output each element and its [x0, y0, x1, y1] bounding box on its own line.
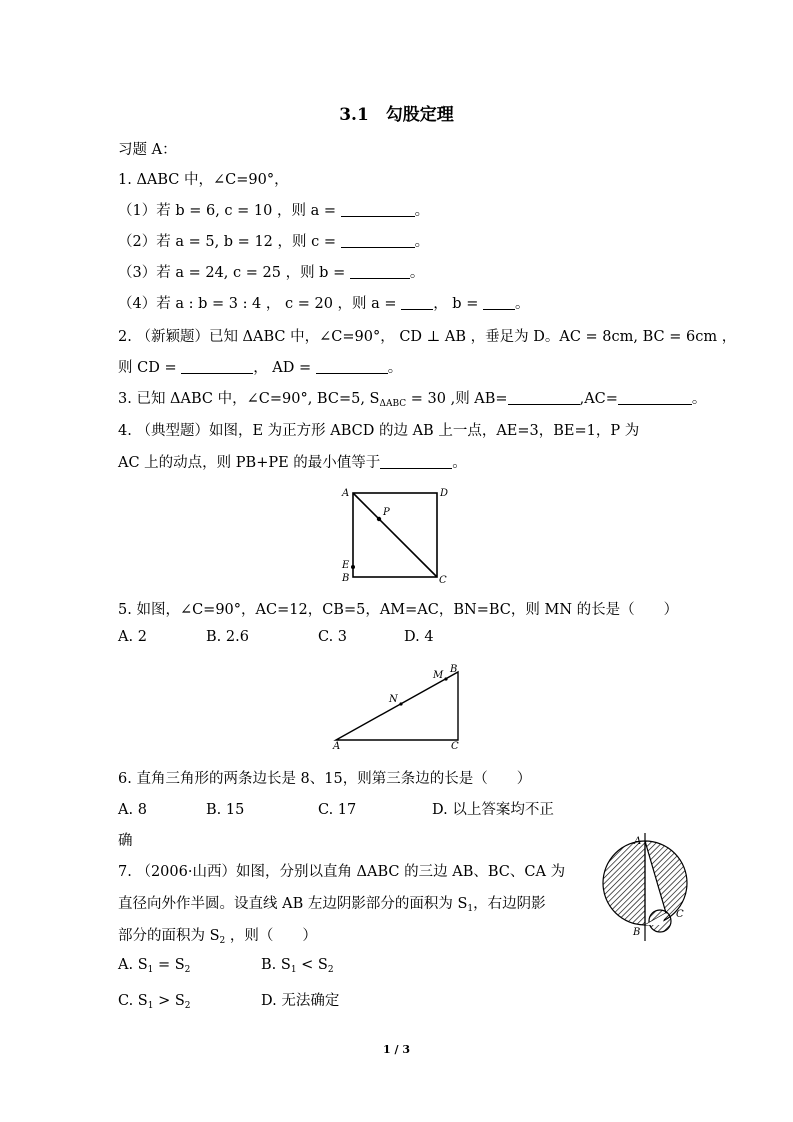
q6-option-a[interactable]: A. 8	[118, 802, 147, 818]
q7-line2-end: ，右边阴影	[473, 896, 546, 912]
label-c: C	[451, 741, 459, 752]
label-c: C	[676, 909, 684, 920]
answer-blank[interactable]	[316, 360, 388, 374]
q7-option-c-sub2: 2	[184, 1001, 191, 1011]
point-e	[351, 565, 355, 569]
q3-text-mid: = 30 ,则 AB=	[406, 391, 508, 407]
q3-subscript: ΔABC	[379, 399, 407, 409]
q6-options	[118, 798, 554, 819]
label-d: D	[440, 488, 449, 499]
point-p	[377, 517, 381, 521]
square-figure	[335, 483, 460, 588]
triangle-figure	[330, 660, 470, 752]
q7-line3	[118, 924, 317, 946]
q2-line2	[118, 356, 402, 377]
q6-option-b[interactable]: B. 15	[206, 802, 245, 818]
answer-blank[interactable]	[181, 360, 253, 374]
q7-options-row2	[118, 989, 339, 1011]
answer-blank[interactable]	[618, 391, 692, 405]
q3-line	[118, 387, 706, 409]
q2-line2-mid: ， AD =	[253, 360, 316, 376]
label-b: B	[633, 927, 641, 938]
q7-options-row1	[118, 957, 334, 975]
q5-option-c[interactable]: C. 3	[318, 629, 348, 645]
q2-line2-end: 。	[387, 360, 403, 376]
answer-blank[interactable]	[341, 234, 415, 248]
q7-option-c-text: C. S	[118, 993, 148, 1009]
page-number: 1 / 3	[383, 1043, 410, 1056]
q4-line1: 4. （典型题）如图，E 为正方形 ABCD 的边 AB 上一点，AE=3，BE=1，P 为	[118, 423, 640, 439]
q7-option-c-sub1: 1	[147, 1001, 154, 1011]
q5-option-a[interactable]: A. 2	[118, 629, 147, 645]
q5-option-d[interactable]: D. 4	[404, 629, 434, 645]
q6-option-d-wrap: 确	[118, 833, 133, 849]
answer-blank[interactable]	[341, 203, 415, 217]
point-n	[399, 702, 402, 705]
q5-stem: 5. 如图，∠C=90°，AC=12，CB=5，AM=AC，BN=BC，则 MN 的长是（ ）	[118, 602, 679, 618]
q1-part1	[118, 199, 429, 220]
q7-option-b[interactable]	[261, 957, 334, 975]
q3-text-mid2: ,AC=	[579, 391, 618, 407]
q1-part3	[118, 261, 424, 282]
q3-text: 3. 已知 ΔABC 中，∠C=90°, BC=5, S	[118, 391, 380, 407]
diagonal-ac	[353, 493, 437, 577]
q7-line3-text: 部分的面积为 S	[118, 928, 220, 944]
semicircle-figure	[600, 825, 700, 945]
q7-option-a-text: A. S	[118, 957, 148, 973]
label-m: M	[433, 670, 444, 681]
q7-line2	[118, 892, 546, 914]
section-heading: 习题 A：	[118, 142, 177, 158]
label-a: A	[634, 836, 642, 847]
q1-part3-text: （3）若 a = 24, c = 25 ，则 b =	[118, 265, 350, 281]
q7-option-c[interactable]	[118, 993, 261, 1011]
q1-part4-text: （4）若 a : b = 3 : 4 ， c = 20 ，则 a =	[118, 296, 402, 312]
answer-blank[interactable]	[350, 265, 410, 279]
q1-stem: 1. ΔABC 中，∠C=90°，	[118, 172, 289, 188]
q7-sub-2: 2	[219, 936, 226, 946]
q4-line2-text: AC 上的动点，则 PB+PE 的最小值等于	[118, 455, 381, 471]
label-p: P	[383, 507, 390, 518]
label-e: E	[342, 560, 350, 571]
q1-part2	[118, 230, 429, 251]
answer-blank[interactable]	[401, 296, 433, 310]
q5-options	[118, 629, 434, 645]
q7-line1: 7. （2006·山西）如图，分别以直角 ΔABC 的三边 AB、BC、CA 为	[118, 864, 566, 880]
q7-option-a-sub1: 1	[147, 965, 154, 975]
q5-option-b[interactable]: B. 2.6	[206, 629, 249, 645]
triangle-outline	[336, 672, 458, 740]
label-b: B	[450, 664, 458, 675]
q7-option-b-sub1: 1	[290, 965, 297, 975]
q1-part2-text: （2）若 a = 5, b = 12 ，则 c =	[118, 234, 341, 250]
q1-part4-mid: ， b =	[433, 296, 483, 312]
label-n: N	[389, 694, 398, 705]
q7-option-a-op: = S	[153, 957, 185, 973]
label-a: A	[342, 488, 350, 499]
q7-option-b-sub2: 2	[327, 965, 334, 975]
q4-line2	[118, 451, 467, 472]
q6-option-c[interactable]: C. 17	[318, 802, 357, 818]
q1-part1-text: （1）若 b = 6, c = 10 ，则 a =	[118, 203, 341, 219]
q2-line1: 2. （新颖题）已知 ΔABC 中，∠C=90°， CD ⊥ AB ，垂足为 D。AC = 8cm, BC = 6cm ，	[118, 329, 737, 345]
point-m	[444, 677, 447, 680]
q7-sub-1: 1	[467, 904, 474, 914]
q4-line2-end: 。	[452, 455, 467, 471]
label-c: C	[439, 575, 447, 586]
q6-option-d[interactable]: D. 以上答案均不正	[432, 802, 554, 818]
answer-blank[interactable]	[483, 296, 515, 310]
q7-option-d[interactable]: D. 无法确定	[261, 993, 340, 1009]
q1-part4-end: 。	[514, 296, 530, 312]
q7-option-b-op: < S	[296, 957, 328, 973]
q1-part3-end: 。	[409, 265, 425, 281]
answer-blank[interactable]	[380, 455, 452, 469]
q7-option-c-op: > S	[153, 993, 185, 1009]
page-title: 3.1 勾股定理	[339, 105, 454, 125]
q1-part4	[118, 292, 529, 313]
q7-option-a[interactable]	[118, 957, 261, 975]
q7-option-a-sub2: 2	[184, 965, 191, 975]
answer-blank[interactable]	[508, 391, 580, 405]
q1-part1-end: 。	[414, 203, 430, 219]
q7-option-b-text: B. S	[261, 957, 291, 973]
q1-part2-end: 。	[414, 234, 430, 250]
q6-stem: 6. 直角三角形的两条边长是 8、15，则第三条边的长是（ ）	[118, 771, 532, 787]
q3-text-end: 。	[691, 391, 707, 407]
q2-line2-text: 则 CD =	[118, 360, 182, 376]
label-a: A	[333, 741, 341, 752]
q7-line3-end: ，则（ ）	[225, 928, 317, 944]
q7-line2-text: 直径向外作半圆。设直线 AB 左边阴影部分的面积为 S	[118, 896, 468, 912]
label-b: B	[342, 573, 350, 584]
